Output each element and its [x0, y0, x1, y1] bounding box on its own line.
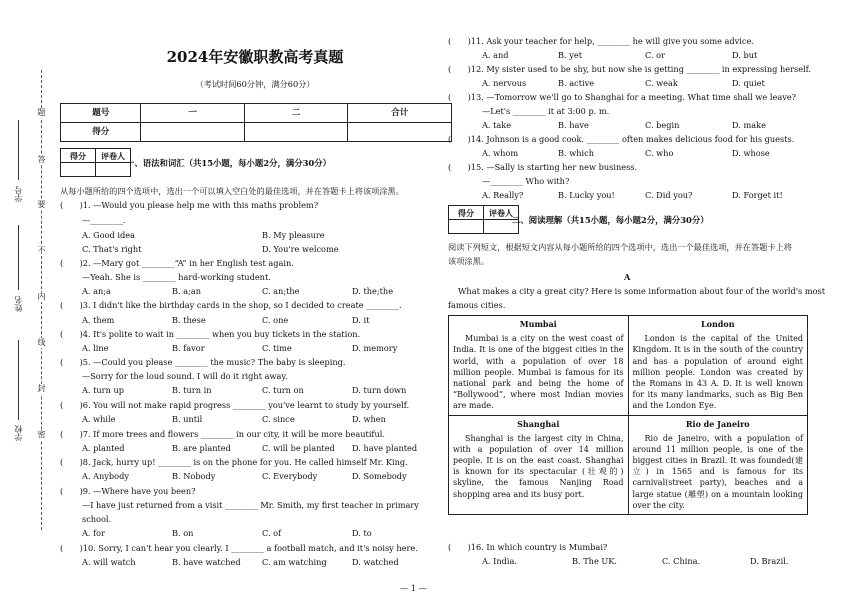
binding-char: 密 — [37, 430, 46, 439]
q6-option-b[interactable]: B. until — [172, 414, 203, 424]
binding-char: 封 — [37, 384, 46, 393]
passage-intro: What makes a city a great city? Here is some information about four of the world's most — [458, 286, 826, 296]
binding-char: 要 — [37, 200, 46, 209]
q12-option-a[interactable]: A. nervous — [482, 78, 527, 88]
q4-option-b[interactable]: B. favor — [172, 343, 205, 353]
city-name: Rio de Janeiro — [685, 418, 750, 429]
q2-option-c[interactable]: C. an;the — [262, 286, 300, 296]
q5-stem: ( )5. —Could you please ________ the music? The baby is sleeping. — [60, 357, 346, 367]
q5-option-c[interactable]: C. turn on — [262, 385, 304, 395]
q3-stem: ( )3. I didn't like the birthday cards in the shop, so I decided to create ________. — [60, 300, 402, 310]
binding-char: 线 — [37, 338, 46, 347]
q11-option-a[interactable]: A. and — [482, 50, 509, 60]
q13-option-b[interactable]: B. have — [558, 120, 589, 130]
passage-letter: A — [624, 272, 631, 282]
q9-stem3: school. — [82, 514, 112, 524]
section2-title: 二、阅读理解（共15小题，每小题2分，满分30分） — [512, 215, 709, 225]
q9-stem2: —I have just returned from a visit ________ Mr. Smith, my first teacher in primary — [82, 500, 419, 510]
q8-stem: ( )8. Jack, hurry up! ________ is on the phone for you. He called himself Mr. King. — [60, 457, 408, 467]
city-description: London is the capital of the United Kingdom. It is in the south of the country and has a population of around eight million people. London was created by the Romans in 43 A. D. It is well known for its many landmarks, such as Big Ben and the London Eye. — [632, 334, 803, 411]
q3-option-d[interactable]: D. it — [352, 315, 370, 325]
q8-option-c[interactable]: C. Everybody — [262, 471, 318, 481]
q4-option-c[interactable]: C. time — [262, 343, 292, 353]
q14-option-a[interactable]: A. whom — [482, 148, 519, 158]
q10-option-c[interactable]: C. am watching — [262, 557, 327, 567]
city-cell-london — [628, 316, 808, 416]
score-table-cell: 一 — [141, 104, 245, 123]
q16-option-d[interactable]: D. Brazil. — [750, 556, 789, 566]
grader-box — [60, 148, 131, 177]
q15-option-b[interactable]: B. Lucky you! — [558, 190, 615, 200]
grader-box-2 — [448, 205, 519, 234]
q7-option-c[interactable]: C. will be planted — [262, 443, 335, 453]
binding-char: 不 — [37, 246, 46, 255]
q10-option-d[interactable]: D. watched — [352, 557, 399, 567]
q12-stem: ( )12. My sister used to be shy, but now she is getting ________ in expressing herself. — [448, 64, 812, 74]
section2-instruction-cont: 该项涂黑。 — [448, 256, 489, 266]
q13-option-d[interactable]: D. make — [732, 120, 766, 130]
q7-option-d[interactable]: D. have planted — [352, 443, 418, 453]
q9-option-d[interactable]: D. to — [352, 528, 372, 538]
binding-char: 内 — [37, 292, 46, 301]
q12-option-d[interactable]: D. quiet — [732, 78, 765, 88]
grader-label: 评卷人 — [96, 149, 131, 163]
binding-sidebar — [0, 0, 60, 603]
q2-option-d[interactable]: D. the;the — [352, 286, 394, 296]
q1-option-d[interactable]: D. You're welcome — [262, 244, 339, 254]
q13-stem: ( )13. —Tomorrow we'll go to Shanghai for a meeting. What time shall we leave? — [448, 92, 797, 102]
score-table-cell: 合计 — [348, 104, 452, 123]
q14-option-d[interactable]: D. whose — [732, 148, 770, 158]
q1-option-c[interactable]: C. That's right — [82, 244, 142, 254]
q10-option-b[interactable]: B. have watched — [172, 557, 241, 567]
q8-option-b[interactable]: B. Nobody — [172, 471, 216, 481]
q16-option-a[interactable]: A. India. — [482, 556, 517, 566]
q7-stem: ( )7. If more trees and flowers ________ in our city, it will be more beautiful. — [60, 429, 385, 439]
exam-subtitle: （考试时间60分钟，满分60分） — [195, 79, 315, 89]
q15-option-c[interactable]: C. Did you? — [645, 190, 693, 200]
score-input-cell[interactable] — [141, 123, 245, 142]
q2-stem2: —Yeah. She is ________ hard-working student. — [82, 272, 271, 282]
q3-option-a[interactable]: A. them — [82, 315, 115, 325]
city-cell-mumbai — [449, 316, 629, 416]
city-table — [448, 315, 808, 515]
q11-option-c[interactable]: C. or — [645, 50, 666, 60]
q16-stem: ( )16. In which country is Mumbai? — [448, 542, 608, 552]
q12-option-b[interactable]: B. active — [558, 78, 595, 88]
q11-stem: ( )11. Ask your teacher for help, ________ he will give you some advice. — [448, 36, 754, 46]
school-label: 学校 — [14, 425, 23, 441]
student-id-blank — [18, 120, 20, 180]
q5-option-d[interactable]: D. turn down — [352, 385, 407, 395]
q2-stem: ( )2. —Mary got ________“A” in her English test again. — [60, 258, 294, 268]
score-table-cell: 得分 — [61, 123, 141, 142]
name-blank — [18, 225, 20, 290]
binding-char: 题 — [37, 108, 46, 117]
q13-option-a[interactable]: A. take — [482, 120, 512, 130]
section2-instruction: 阅读下列短文，根据短文内容从每小题所给的四个选项中，选出一个最佳选项，并在答题卡上将 — [448, 242, 792, 252]
page-number: — 1 — — [400, 583, 427, 593]
grader-score-label: 得分 — [61, 149, 96, 163]
q5-option-b[interactable]: B. turn in — [172, 385, 212, 395]
q4-option-a[interactable]: A. line — [82, 343, 109, 353]
q4-stem: ( )4. It's polite to wait in ________ when you buy tickets in the station. — [60, 329, 361, 339]
q15-stem: ( )15. —Sally is starting her new business. — [448, 162, 638, 172]
q5-option-a[interactable]: A. turn up — [82, 385, 124, 395]
q9-option-b[interactable]: B. on — [172, 528, 194, 538]
city-description: Mumbai is a city on the west coast of India. It is one of the biggest cities in the world, with a population of over 18 million people. Mumbai is famous for its national park and being the home of “Bollywood”, where most Indian movies are made. — [453, 334, 624, 411]
city-name: Shanghai — [517, 418, 560, 429]
q6-option-d[interactable]: D. when — [352, 414, 386, 424]
grader-score-cell[interactable] — [449, 220, 484, 234]
q7-option-a[interactable]: A. planted — [82, 443, 125, 453]
name-label: 姓名 — [14, 296, 23, 312]
q2-option-a[interactable]: A. an;a — [82, 286, 111, 296]
q1-stem: ( )1. —Would you please help me with this maths problem? — [60, 200, 319, 210]
exam-title: 2024年安徽职教高考真题 — [166, 48, 344, 66]
q6-stem: ( )6. You will not make rapid progress ________ you've learnt to study by yourself. — [60, 400, 410, 410]
q10-stem: ( )10. Sorry, I can't hear you clearly. I ________ a football match, and it's noisy here. — [60, 543, 418, 553]
q13-option-c[interactable]: C. begin — [645, 120, 680, 130]
city-description: Shanghai is the largest city in China, with a population of over 14 million people. It is on the east coast. Shanghai is known for its spectacular (壮观的) skyline, the famous Nanjing Road shopping area and its busy port. — [453, 433, 624, 499]
school-blank — [18, 340, 20, 420]
q2-option-b[interactable]: B. a;an — [172, 286, 202, 296]
q9-option-a[interactable]: A. for — [82, 528, 105, 538]
grader-score-label: 得分 — [449, 206, 484, 220]
q3-option-b[interactable]: B. these — [172, 315, 206, 325]
score-input-cell[interactable] — [348, 123, 452, 142]
binding-char: 答 — [37, 155, 46, 164]
q15-option-a[interactable]: A. Really? — [482, 190, 524, 200]
city-cell-shanghai — [449, 415, 629, 515]
city-name: Mumbai — [519, 319, 557, 329]
city-cell-rio — [628, 415, 808, 515]
q7-option-b[interactable]: B. are planted — [172, 443, 231, 453]
q5-stem2: —Sorry for the loud sound. I will do it right away. — [82, 371, 288, 381]
q6-option-a[interactable]: A. while — [82, 414, 116, 424]
q4-option-d[interactable]: D. memory — [352, 343, 398, 353]
q14-option-b[interactable]: B. which — [558, 148, 594, 158]
q16-option-b[interactable]: B. The UK. — [572, 556, 618, 566]
q11-option-d[interactable]: D. but — [732, 50, 758, 60]
grader-label: 评卷人 — [484, 206, 519, 220]
q11-option-b[interactable]: B. yet — [558, 50, 582, 60]
q15-stem2: —________ Who with? — [482, 176, 570, 186]
q14-stem: ( )14. Johnson is a good cook. ________ often makes delicious food for his guests. — [448, 134, 795, 144]
grader-score-cell[interactable] — [61, 163, 96, 177]
score-input-cell[interactable] — [244, 123, 348, 142]
q16-option-c[interactable]: C. China. — [662, 556, 701, 566]
q1-stem2: —________. — [82, 215, 126, 225]
q8-option-a[interactable]: A. Anybody — [82, 471, 129, 481]
score-table — [60, 103, 452, 142]
q15-option-d[interactable]: D. Forget it! — [732, 190, 783, 200]
q6-option-c[interactable]: C. since — [262, 414, 295, 424]
section1-title: 一、语法和词汇（共15小题，每小题2分，满分30分） — [126, 158, 332, 168]
q14-option-c[interactable]: C. who — [645, 148, 674, 158]
q8-option-d[interactable]: D. Somebody — [352, 471, 407, 481]
score-table-cell: 题号 — [61, 104, 141, 123]
city-description: Rio de Janeiro, with a population of around 11 million people, is one of the biggest cities in Brazil. It was founded(建立) in 1565 and is famous for its carnival(street party), beaches and a large statue (雕塑) on a mountain looking over the city. — [632, 433, 803, 510]
q10-option-a[interactable]: A. will watch — [82, 557, 136, 567]
city-name: London — [700, 319, 735, 329]
q9-stem: ( )9. —Where have you been? — [60, 486, 196, 496]
q1-option-b[interactable]: B. My pleasure — [262, 230, 325, 240]
score-table-cell: 二 — [244, 104, 348, 123]
q9-option-c[interactable]: C. of — [262, 528, 282, 538]
q12-option-c[interactable]: C. weak — [645, 78, 678, 88]
q1-option-a[interactable]: A. Good idea — [82, 230, 135, 240]
q3-option-c[interactable]: C. one — [262, 315, 289, 325]
section1-instruction: 从每小题所给的四个选项中，选出一个可以填入空白处的最佳选项，并在答题卡上将该项涂黑。 — [60, 186, 404, 196]
passage-intro-cont: famous cities. — [448, 300, 506, 310]
q13-stem2: —Let's ________ it at 3:00 p. m. — [482, 106, 610, 116]
student-id-label: 学号 — [14, 186, 23, 202]
